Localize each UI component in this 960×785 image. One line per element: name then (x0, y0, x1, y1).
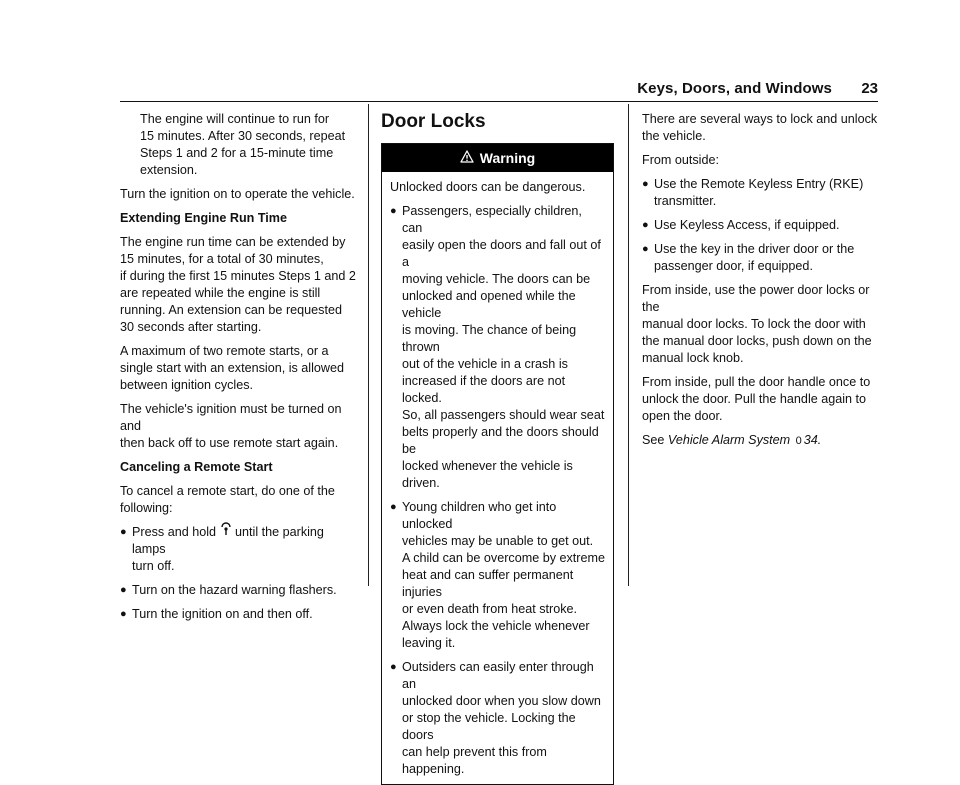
section-header-title: Keys, Doors, and Windows (637, 80, 832, 97)
bullet-icon: ● (642, 219, 649, 231)
right-column (642, 111, 882, 457)
vehicle-alarm-link[interactable]: Vehicle Alarm System (667, 433, 791, 447)
canceling-text: To cancel a remote start, do one of the following: (120, 484, 335, 515)
door-locks-title: Door Locks (381, 111, 486, 132)
list-item: ● Turn the ignition on and then off. (120, 607, 313, 622)
list-item: ● Use the key in the driver door or the passenger door, if equipped. (642, 242, 855, 273)
header-rule (120, 101, 878, 102)
from-outside-text: From outside: (642, 153, 719, 167)
warning-header (382, 144, 613, 172)
warning-item: ● Young children who get into unlocked vehicles may be unable to get out. A child can be overcome by extreme heat and can suffer permanent injuries or even death from heat stroke. Always lock the vehicle whenever leaving it. (390, 500, 606, 650)
bullet-icon: ● (390, 205, 397, 217)
canceling-heading: Canceling a Remote Start (120, 460, 273, 474)
bullet-icon: ● (120, 584, 127, 597)
page-ref-arrow-icon: 0 (795, 435, 802, 447)
left-column (120, 111, 360, 630)
see-reference: See Vehicle Alarm System 0 34. (642, 432, 882, 450)
middle-column (381, 111, 614, 785)
bullet-icon: ● (390, 501, 397, 513)
extending-heading: Extending Engine Run Time (120, 211, 287, 225)
page-number: 23 (861, 80, 878, 97)
bullet-icon: ● (642, 178, 649, 190)
turn-ignition-text: Turn the ignition on to operate the vehicle. (120, 187, 355, 201)
list-item: ● Press and hold until the parking lamps turn off. (120, 525, 324, 574)
column-divider-left (368, 104, 369, 586)
extending-text: The engine run time can be extended by 15 minutes, for a total of 30 minutes, if during the first 15 minutes Steps 1 and 2 are repeated while the engine is still running. An extension can be requested 30 seconds after starting. (120, 235, 356, 334)
warning-item: ● Outsiders can easily enter through an unlocked door when you slow down or stop the vehicle. Locking the doors can help prevent this from happening. (390, 660, 601, 776)
continued-step-text: The engine will continue to run for 15 minutes. After 30 seconds, repeat Steps 1 and 2 for a 15-minute time extension. (140, 112, 346, 177)
warning-body (382, 172, 613, 784)
ignition-cycle-text: The vehicle's ignition must be turned on and then back off to use remote start again. (120, 402, 342, 450)
list-item: ● Use Keyless Access, if equipped. (642, 218, 840, 232)
bullet-icon: ● (642, 243, 649, 255)
list-item: ● Use the Remote Keyless Entry (RKE) transmitter. (642, 177, 864, 208)
warning-triangle-icon (460, 144, 474, 172)
bullet-icon: ● (390, 661, 397, 673)
warning-item: ● Passengers, especially children, can easily open the doors and fall out of a moving vehicle. The doors can be unlocked and opened while the vehicle is moving. The chance of being thrown out of the vehicle in a crash is increased if the doors are not locked. So, all passengers should wear seat belts properly and the doors should be locked whenever the vehicle is driven. (390, 204, 605, 490)
list-item: ● Turn on the hazard warning flashers. (120, 583, 337, 598)
bullet-icon: ● (120, 526, 127, 538)
from-inside-handle-text: From inside, pull the door handle once to unlock the door. Pull the handle again to open the door. (642, 375, 871, 423)
column-divider-right (628, 104, 629, 586)
maximum-starts-text: A maximum of two remote starts, or a single start with an extension, is allowed between ignition cycles. (120, 344, 345, 392)
from-inside-locks-text: From inside, use the power door locks or the manual door locks. To lock the door with the manual door locks, push down on the manual lock knob. (642, 283, 872, 365)
remote-start-icon (221, 524, 231, 541)
warning-box (381, 143, 614, 785)
bullet-icon: ● (120, 608, 127, 621)
see-page-number: 34. (803, 433, 822, 447)
warning-intro: Unlocked doors can be dangerous. (390, 180, 586, 194)
lock-ways-text: There are several ways to lock and unlock the vehicle. (642, 112, 878, 143)
warning-label: Warning (479, 150, 536, 166)
